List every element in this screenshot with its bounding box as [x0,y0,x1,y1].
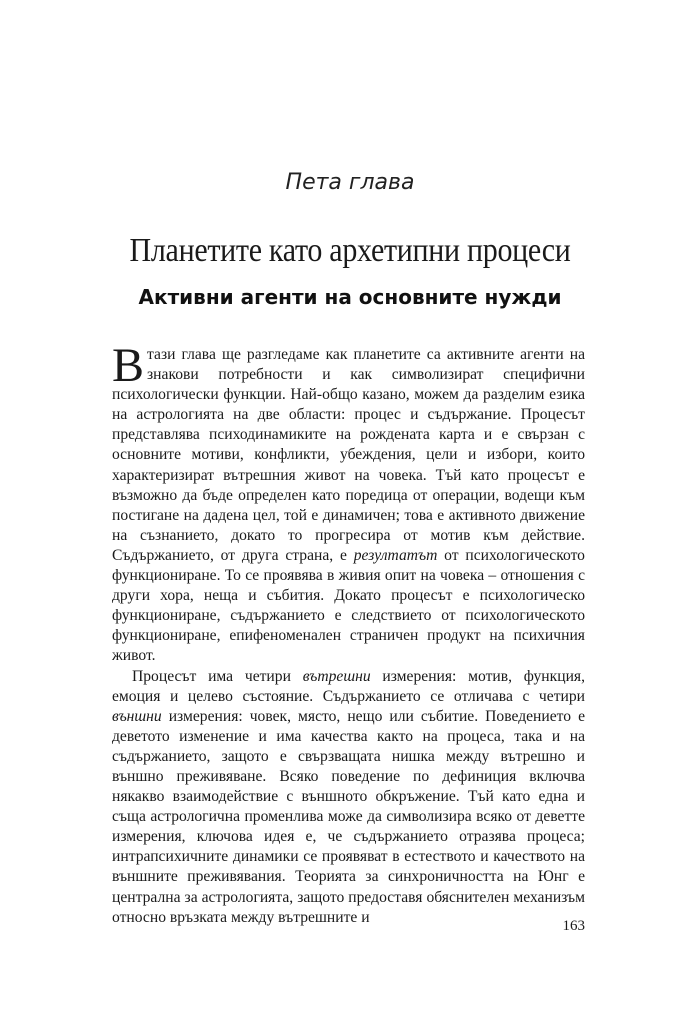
chapter-title: Планетите като архетипни процеси [129,232,571,269]
page-number: 163 [562,918,585,934]
drop-cap: В [112,339,145,392]
paragraph-2-text-a: Процесът има четири [132,667,303,685]
paragraph-2-text-b: измерения: мотив, функция, емоция и целево състояние. Съдържанието се отличава с четири [112,667,585,705]
paragraph-1-text-a: тази глава ще разгледаме как планетите са активните агенти на знакови потребности и как символизират специфични психологически функции. Най-общо казано, можем да разделим езика на астрологията на две области: процес и съдържание. Процесът представлява психодинамиките на рождената карта и е свързан с основните мотиви, конфликти, убеждения, цели и избори, които характеризират вътрешния живот на човека. Тъй като процесът е възможно да бъде определен като поредица от операции, водещи към постигане на дадена цел, той е динамичен; това е активното движение на съзнанието, докато то прогресира от мотив към действие. Съдържанието, от друга страна, е [112,346,585,564]
paragraph-2-emphasis-1: вътрешни [302,667,371,685]
chapter-label: Пета глава [285,170,415,195]
paragraph-1-emphasis: резултатът [353,546,438,564]
paragraph-1 [112,339,585,667]
body-text [112,339,585,928]
chapter-subtitle: Активни агенти на основните нужди [138,285,562,309]
paragraph-2-emphasis-2: външни [112,707,162,725]
paragraph-2-text-c: измерения: човек, място, нещо или събитие. Поведението е деветото изменение и има качества както на процеса, така и на съдържанието, защото е свързващата нишка между вътрешно и външно преживяване. Всяко поведение по дефиниция включва някакво взаимодействие с външното обкръжение. Тъй като една и съща астрологична променлива може да символизира всяко от деветте измерения, ключова идея е, че съдържанието отразява процеса; интрапсихичните динамики се проявяват в естеството и качеството на външните преживявания. Теорията за синхроничността на Юнг е централна за астрологията, защото предоставя обяснителен механизъм относно връзката между вътрешните и [112,707,585,926]
paragraph-2 [112,667,585,928]
paragraph-1-text-b: от психологическото функциониране. То се проявява в живия опит на човека – отношения с други хора, неща и събития. Докато процесът е психологическо функциониране, съдържанието е следствието от психологическото функциониране, епифеноменален страничен продукт на психичния живот. [112,546,585,665]
